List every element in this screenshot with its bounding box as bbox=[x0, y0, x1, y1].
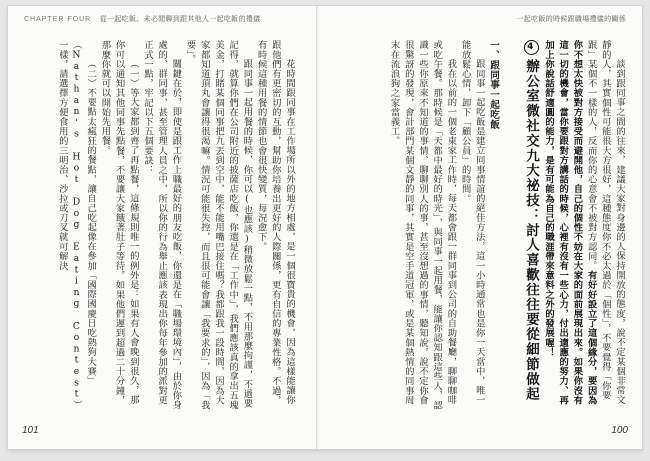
intro-text: 談到跟同事之間的往來，建議大家對身邊的人保持開放的態度，說不定某個非常文靜的人，其實個性可能很大方很好，這種態度你不必太過於「個性」，不要覺得「你要跟」某個不一樣的人，反而你的心意會不被對方認同。 bbox=[585, 40, 625, 405]
left-page-body bbox=[30, 40, 296, 412]
right-section-1 bbox=[336, 40, 500, 412]
right-page-body bbox=[542, 40, 626, 412]
left-paragraph-3: 關鍵在於，即使是跟工作上職最好的朋友吃飯，你還是在「職場環境內」，由於你身處的、群同事，甚至管理人員之中，所以你的行為舉止應該表現出你每年參加的派對更正式一點，牢記以下五個要訣： bbox=[141, 40, 182, 410]
section-title bbox=[506, 40, 540, 412]
title-text: 辦公室微社交九大祕技：討人喜歡往往要從細節做起 bbox=[523, 59, 539, 402]
left-header-title: 從一起吃飯、未必閒聊到跟其他人一起吃飯的禮儀 bbox=[99, 15, 261, 23]
intro-emphasis: 有好好設立了這個緣分，要因為你不想太快被對方接受而避開他，自己的個性不妨在大家的面前展現出來。如果你沒有這一切的機會，當你要跟對方講話的時候，心裡有沒有一些心力，付出適應的努力、再加上你說話舒適圓的能力，是有可能為自己的職涯帶來意料之外的發展喔！ bbox=[542, 40, 597, 405]
right-running-header: 一起吃飯的時候跟職場禮儀的關係 bbox=[516, 15, 626, 23]
left-running-header bbox=[24, 14, 260, 24]
left-paragraph-2: 跟同事一起用餐的時候，你可以(也應該)稍微放鬆一點，不用那麼拘謹，不過要記得，就算你們在公司附近的披薩店吃飯，你還是在「工作中」，我們應該真的拿出五塊美金，打賭某個同事把九丟到空中，能不能用嘴巴接住嗎？我都跟我一段時間，因為大家都知道頂丸會讓得很渴嘛。情況可能很失控，而且很可能會讓「我要求的」，因為「我要」。 bbox=[184, 40, 253, 410]
chapter-label: CHAPTER FOUR bbox=[24, 16, 92, 23]
left-paragraph-1: 花時間跟同事在工作場所以外的地方相處，是一個很寶貴的機會，因為這樣能讓你跟他們有更密切的互動，幫助你培養出更好的人際關係，更有自信的專業性格。不過，有時候這種用餐的情節也會很快變質，每況愈下。 bbox=[255, 40, 295, 405]
right-page-number: 100 bbox=[611, 425, 628, 436]
list-item-1: （一）等大家都到齊了再點餐，這條規則唯一的例外是：如果有人會晚到很久，那你可以通知其他同事先點餐，不要讓大家餓著肚子等待。如果他們遲到超過二十分鐘，那麼你就可以開始先用餐。 bbox=[99, 40, 139, 405]
gutter bbox=[316, 6, 318, 449]
sec1-number: 一、 bbox=[488, 40, 499, 60]
sec1-paragraph-2: 我在以前的一個老東家工作時，每天都會跟一群同事到公司的自助餐廳，聊聊咖啡或吃午餐。那時候是「天都中最好的時光」，與同事一起用餐，能讓你認知跟這些人，認識一些你原來不知道的事情、聊聊別人的事，甚至沒想過的事情，聽知說，說不定你會很驚訝的發現，會計部門某個文靜的同事，其實是空手道冠軍，或是某個熱情的同事周末在流浪狗之家當義工。 bbox=[388, 40, 457, 410]
sec1-title: 跟同事一起吃飯 bbox=[488, 59, 499, 130]
left-page-number: 101 bbox=[22, 425, 39, 436]
list-item-2: （二）不要點太瘋狂的餐點，讓自己吃起像在參加「國際國慶日吃熱狗大賽」（Nathan's Hot Dog Eating Contest）一樣，請選擇方便食用的三明治、沙拉或刀叉就可解決 bbox=[56, 40, 97, 410]
right-intro bbox=[541, 40, 626, 412]
sec1-heading bbox=[486, 40, 500, 412]
title-number-badge: 4 bbox=[524, 40, 539, 55]
sec1-paragraph-1: 跟同事一起吃飯是建立同事情誼的絕佳方法，這一小時通常也是你一天當中，唯一能放鬆心情，卸下「顧公員」的時間。 bbox=[459, 40, 485, 405]
